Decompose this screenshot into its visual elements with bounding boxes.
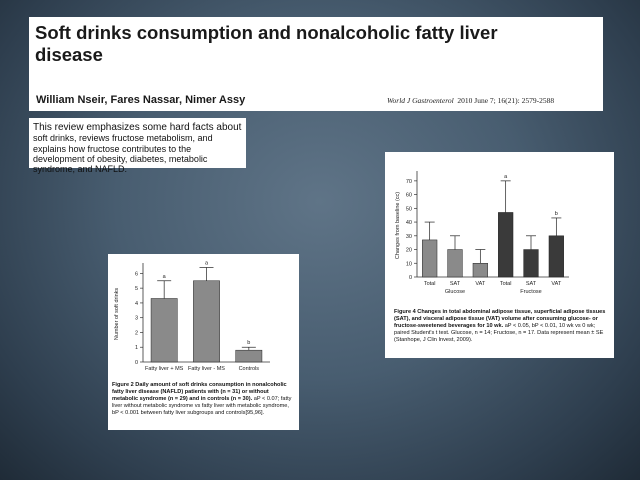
paper-citation bbox=[387, 96, 554, 105]
bar bbox=[448, 250, 463, 277]
significance-letter: b bbox=[554, 210, 558, 217]
x-tick-label: SAT bbox=[449, 281, 461, 287]
citation-details: 2010 June 7; 16(21): 2579-2588 bbox=[457, 96, 555, 105]
y-axis-title: Number of soft drinks bbox=[114, 287, 120, 341]
figure-2-caption-title: Figure 2 Daily amount of soft drinks consumption in nonalcoholic fatty liver disease (NAFLD) patients with (n = 31) or without metabolic syndrome (n = 29) and in controls (n = 30). bbox=[112, 382, 287, 402]
significance-letter: a bbox=[204, 260, 209, 267]
paper-authors: William Nseir, Fares Nassar, Nimer Assy bbox=[36, 94, 246, 106]
y-tick-label: 30 bbox=[405, 233, 412, 240]
figure-2-chart bbox=[108, 254, 299, 379]
figure-4-panel bbox=[385, 152, 614, 358]
summary-line-1: This review emphasizes some hard facts about bbox=[33, 122, 242, 133]
figure-2-caption bbox=[112, 382, 296, 417]
bar bbox=[193, 281, 219, 362]
bar bbox=[549, 236, 564, 277]
y-tick-label: 10 bbox=[405, 261, 412, 268]
y-tick-label: 40 bbox=[405, 220, 412, 227]
x-tick-label: VAT bbox=[475, 281, 486, 287]
figure-4-caption bbox=[394, 309, 609, 344]
figure-2-caption-body: aP < 0.07; fatty liver without metabolic syndrome vs fatty liver with metabolic syndrome, bP < 0.001 between fatty liver subgroups and controls[95,96]. bbox=[112, 396, 292, 416]
bar bbox=[236, 350, 262, 362]
y-tick-label: 6 bbox=[134, 271, 138, 278]
significance-letter: b bbox=[247, 340, 251, 347]
y-tick-label: 5 bbox=[134, 286, 138, 293]
paper-header bbox=[29, 17, 603, 111]
y-tick-label: 0 bbox=[134, 360, 138, 366]
x-tick-label: Total bbox=[499, 281, 512, 287]
y-tick-label: 4 bbox=[134, 300, 138, 307]
citation-journal: World J Gastroenterol bbox=[387, 96, 454, 105]
group-label: Glucose bbox=[444, 289, 466, 295]
group-label: Fructose bbox=[520, 289, 542, 295]
figure-2-panel bbox=[108, 254, 299, 430]
x-tick-label: Fatty liver - MS bbox=[188, 366, 225, 372]
x-tick-label: VAT bbox=[551, 281, 562, 287]
summary-rest: soft drinks, reviews fructose metabolism, and explains how fructose contributes to the development of obesity, diabetes, metabolic syndrome, and NAFLD. bbox=[33, 133, 213, 175]
bar bbox=[151, 298, 177, 362]
significance-letter: a bbox=[504, 173, 508, 180]
y-axis-title: Changes from baseline (cc) bbox=[395, 191, 401, 260]
y-tick-label: 0 bbox=[408, 275, 412, 281]
x-tick-label: Controls bbox=[238, 366, 260, 372]
bar bbox=[473, 263, 488, 277]
figure-4-caption-body: aP < 0.05, bP < 0.01, 10 wk vs 0 wk; paired Student's t test. Glucose, n = 14; Fructose, n = 17. Data represent mean ± SE (Stanhope, J Clin Invest, 2009). bbox=[394, 323, 604, 343]
y-tick-label: 1 bbox=[134, 345, 138, 352]
x-tick-label: Total bbox=[423, 281, 436, 287]
y-tick-label: 60 bbox=[405, 192, 412, 199]
y-tick-label: 2 bbox=[134, 330, 138, 337]
y-tick-label: 50 bbox=[405, 206, 412, 213]
y-tick-label: 20 bbox=[405, 247, 412, 254]
summary-text bbox=[33, 122, 245, 174]
bar bbox=[498, 212, 513, 277]
paper-title: Soft drinks consumption and nonalcoholic fatty liver disease bbox=[35, 22, 498, 65]
y-tick-label: 70 bbox=[405, 178, 412, 185]
bar bbox=[422, 240, 437, 277]
x-tick-label: SAT bbox=[525, 281, 537, 287]
significance-letter: a bbox=[162, 273, 166, 280]
x-tick-label: Fatty liver + MS bbox=[144, 366, 184, 372]
summary-box bbox=[29, 118, 246, 175]
y-tick-label: 3 bbox=[134, 315, 138, 322]
bar bbox=[524, 250, 539, 277]
figure-4-chart bbox=[385, 152, 614, 302]
figure-4-caption-title: Figure 4 Changes in total abdominal adipose tissue, superficial adipose tissues (SAT), and visceral adipose tissue (VAT) volume after consuming glucose- or fructose-sweetened beverages for 10 wk. bbox=[394, 309, 606, 329]
